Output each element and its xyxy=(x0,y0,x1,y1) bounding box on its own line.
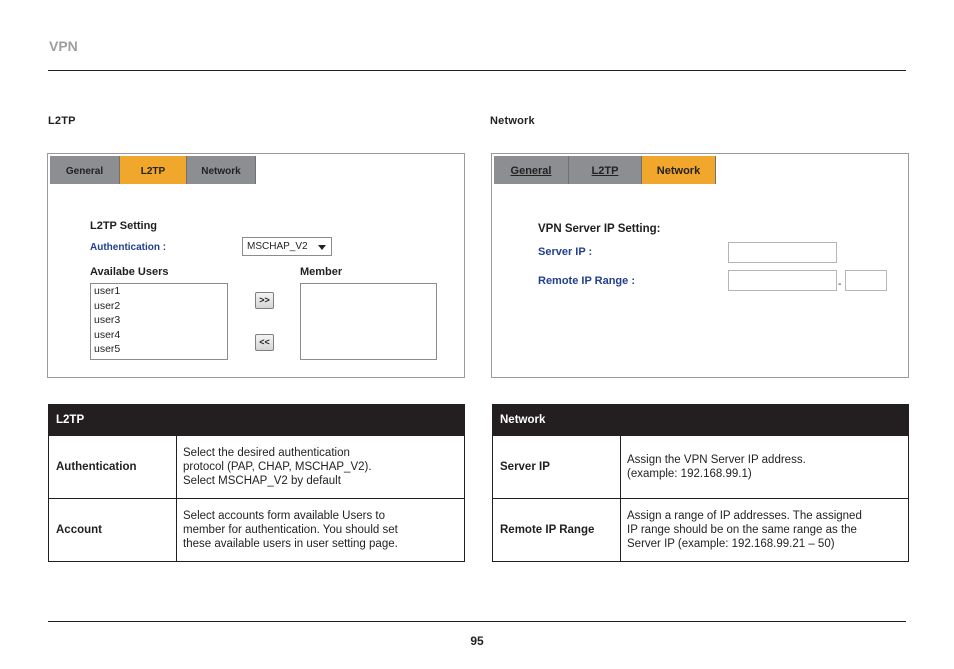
tab-network[interactable]: Network xyxy=(187,156,256,184)
network-screenshot-panel xyxy=(491,153,909,378)
authentication-select[interactable] xyxy=(242,237,332,256)
table-value: Assign a range of IP addresses. The assigned IP range should be on the same range as the Server IP (example: 192.168.99.21 – 50) xyxy=(621,499,909,562)
add-member-button[interactable]: >> xyxy=(255,292,274,309)
table-row xyxy=(49,436,465,499)
list-item[interactable]: user5 xyxy=(94,343,121,355)
available-users-label: Availabe Users xyxy=(90,266,169,278)
authentication-label: Authentication : xyxy=(90,242,167,253)
table-value: Select accounts form available Users to member for authentication. You should set these available users in user setting page. xyxy=(177,499,465,562)
authentication-select-value: MSCHAP_V2 xyxy=(247,241,308,252)
l2tp-table-header: L2TP xyxy=(49,405,465,436)
l2tp-section-label: L2TP xyxy=(48,115,76,127)
table-key: Account xyxy=(49,499,177,562)
tab-l2tp[interactable]: L2TP xyxy=(569,156,642,184)
l2tp-setting-title: L2TP Setting xyxy=(90,220,158,232)
list-item[interactable]: user3 xyxy=(94,314,121,326)
server-ip-label: Server IP : xyxy=(538,246,593,258)
member-label: Member xyxy=(300,266,343,278)
network-tabbar xyxy=(494,156,716,184)
page-header-title: VPN xyxy=(49,38,78,54)
tab-network[interactable]: Network xyxy=(642,156,716,184)
vpn-server-ip-setting-title: VPN Server IP Setting: xyxy=(538,223,661,235)
tab-general[interactable]: General xyxy=(50,156,120,184)
available-users-list[interactable] xyxy=(90,283,228,360)
table-row xyxy=(49,499,465,562)
network-description-table xyxy=(492,404,909,562)
network-table-header: Network xyxy=(493,405,909,436)
table-row xyxy=(493,499,909,562)
table-value: Select the desired authentication protocol (PAP, CHAP, MSCHAP_V2). Select MSCHAP_V2 by default xyxy=(177,436,465,499)
l2tp-description-table xyxy=(48,404,465,562)
remote-ip-range-start-input[interactable] xyxy=(728,270,837,291)
l2tp-screenshot-panel xyxy=(47,153,465,378)
tab-l2tp[interactable]: L2TP xyxy=(120,156,187,184)
list-item[interactable]: user2 xyxy=(94,299,121,312)
remote-ip-range-end-input[interactable] xyxy=(845,270,887,291)
server-ip-input[interactable] xyxy=(728,242,837,263)
network-section-label: Network xyxy=(490,115,535,127)
page-number: 95 xyxy=(470,634,484,648)
table-key: Remote IP Range xyxy=(493,499,621,562)
header-divider xyxy=(48,70,906,71)
footer-divider xyxy=(48,621,906,622)
table-key: Authentication xyxy=(49,436,177,499)
range-separator: - xyxy=(838,279,842,290)
table-key: Server IP xyxy=(493,436,621,499)
list-item[interactable]: user4 xyxy=(94,328,121,341)
table-value: Assign the VPN Server IP address. (example: 192.168.99.1) xyxy=(621,436,909,499)
list-item[interactable]: user1 xyxy=(94,285,121,297)
tab-general[interactable]: General xyxy=(494,156,569,184)
l2tp-tabbar xyxy=(50,156,256,184)
chevron-down-icon xyxy=(318,245,326,250)
remove-member-button[interactable]: << xyxy=(255,334,274,351)
member-list[interactable] xyxy=(300,283,437,360)
remote-ip-range-label: Remote IP Range : xyxy=(538,275,635,287)
table-row xyxy=(493,436,909,499)
